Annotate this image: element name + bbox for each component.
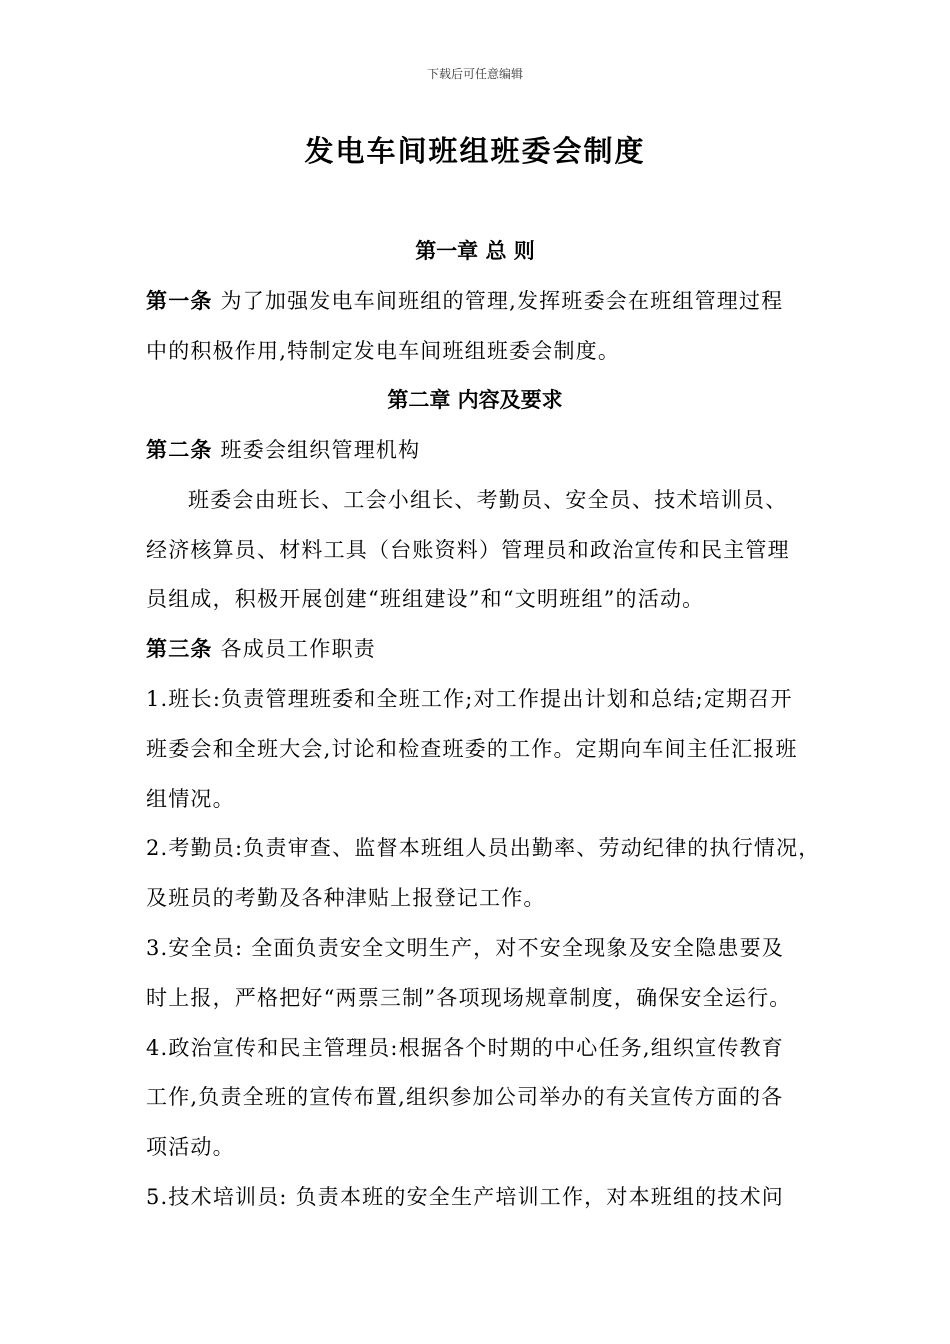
chapter-1-heading: 第一章 总 则 (415, 238, 535, 263)
article-2-line-1: 班委会由班长、工会小组长、考勤员、安全员、技术培训员、 (188, 488, 788, 512)
article-2-label: 第二条 (146, 437, 213, 462)
duty-4-line-1: 4.政治宣传和民主管理员:根据各个时期的中心任务,组织宣传教育 (146, 1036, 784, 1060)
duty-5-line-1: 5.技术培训员: 负责本班的安全生产培训工作，对本班组的技术问 (146, 1185, 784, 1209)
article-1-line-2: 中的积极作用,特制定发电车间班组班委会制度。 (146, 339, 621, 363)
duty-1-line-1: 1.班长:负责管理班委和全班工作;对工作提出计划和总结;定期召开 (146, 687, 793, 711)
article-2-line-3: 员组成，积极开展创建“班组建设”和“文明班组”的活动。 (146, 587, 705, 611)
page-header-note: 下载后可任意编辑 (426, 67, 523, 81)
duty-4-line-3: 项活动。 (146, 1135, 235, 1159)
duty-2-line-1: 2.考勤员:负责审查、监督本班组人员出勤率、劳动纪律的执行情况， (146, 836, 821, 860)
chapter-2-heading: 第二章 内容及要求 (387, 387, 563, 412)
duty-4-line-2: 工作,负责全班的宣传布置,组织参加公司举办的有关宣传方面的各 (146, 1085, 784, 1109)
duty-3-line-1: 3.安全员: 全面负责安全文明生产，对不安全现象及安全隐患要及 (146, 936, 784, 960)
article-3-label: 第三条 (146, 636, 213, 661)
duty-1-line-3: 组情况。 (146, 787, 235, 811)
article-1-label: 第一条 (146, 288, 213, 313)
duty-3-line-2: 时上报，严格把好“两票三制”各项现场规章制度，确保安全运行。 (146, 986, 792, 1010)
article-2-heading (146, 435, 836, 465)
article-2-title: 班委会组织管理机构 (220, 438, 421, 462)
article-1-text-1: 为了加强发电车间班组的管理,发挥班委会在班组管理过程 (220, 289, 784, 313)
article-3-heading (146, 634, 836, 664)
article-3-title: 各成员工作职责 (220, 637, 376, 661)
article-1-line-1 (146, 286, 836, 316)
duty-2-line-2: 及班员的考勤及各种津贴上报登记工作。 (146, 886, 546, 910)
article-2-line-2: 经济核算员、材料工具（台账资料）管理员和政治宣传和民主管理 (146, 538, 790, 562)
document-title: 发电车间班组班委会制度 (304, 134, 646, 168)
duty-1-line-2: 班委会和全班大会,讨论和检查班委的工作。定期向车间主任汇报班 (146, 737, 798, 761)
